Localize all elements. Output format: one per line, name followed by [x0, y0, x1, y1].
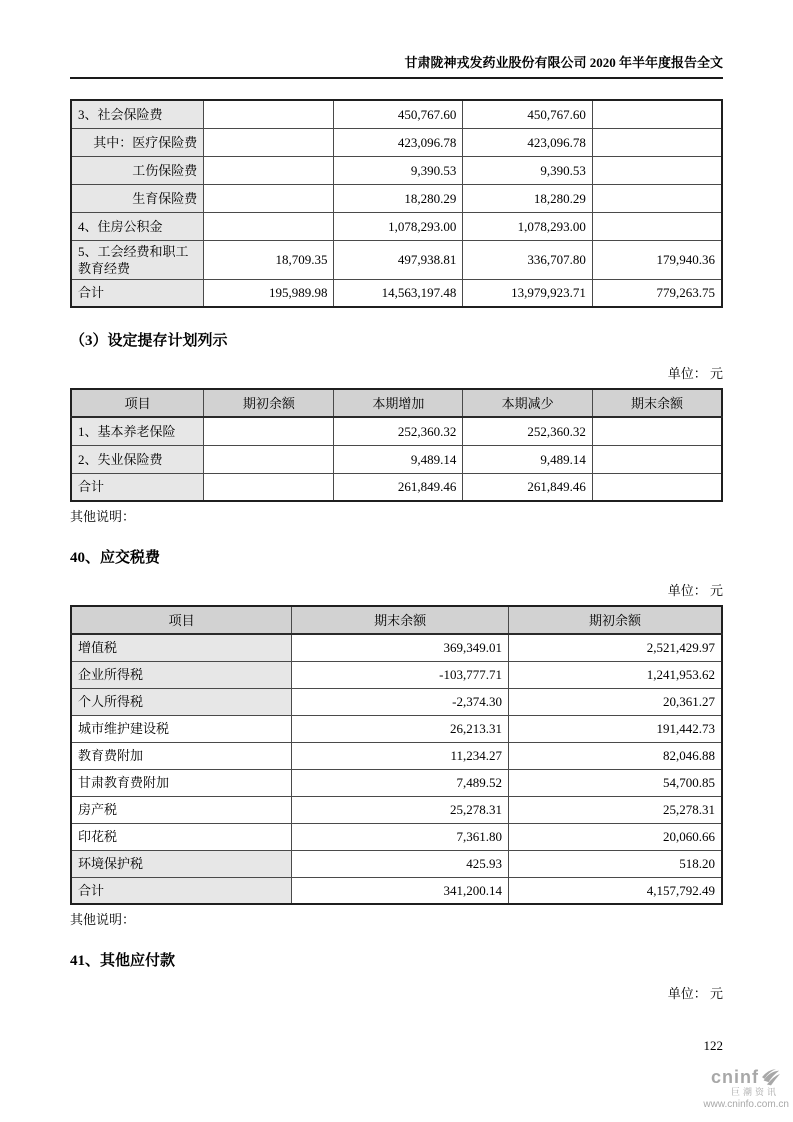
other-notes-label: 其他说明：: [70, 509, 136, 524]
table-row: [71, 279, 722, 307]
cell-value: [204, 184, 334, 212]
table-row: [71, 688, 722, 715]
row-label: 房产税: [71, 796, 292, 823]
cell-value: 4,157,792.49: [508, 877, 722, 904]
column-header: 本期增加: [334, 389, 463, 417]
cell-value: [204, 445, 334, 473]
cninfo-logo: [679, 1068, 789, 1110]
cell-value: [204, 473, 334, 501]
cell-value: [204, 417, 334, 445]
row-label: 个人所得税: [71, 688, 292, 715]
report-header-title: 甘肃陇神戎发药业股份有限公司 2020 年半年度报告全文: [70, 55, 723, 79]
cninfo-brand: cninf: [711, 1067, 759, 1088]
cell-value: 20,060.66: [508, 823, 722, 850]
column-header: 期末余额: [592, 389, 722, 417]
table-row: [71, 445, 722, 473]
cell-value: [592, 184, 722, 212]
row-label: 其中：医疗保险费: [71, 128, 204, 156]
row-label: 企业所得税: [71, 661, 292, 688]
table-row: [71, 742, 722, 769]
row-label: 增值税: [71, 634, 292, 661]
cell-value: [204, 156, 334, 184]
cell-value: 18,709.35: [204, 240, 334, 279]
cell-value: 341,200.14: [292, 877, 509, 904]
column-header: 期初余额: [508, 606, 722, 634]
unit-label: 单位： 元: [667, 583, 723, 598]
cell-value: [204, 212, 334, 240]
cell-value: [204, 128, 334, 156]
cell-value: 450,767.60: [334, 100, 463, 128]
cell-value: 252,360.32: [334, 417, 463, 445]
cell-value: 18,280.29: [334, 184, 463, 212]
section-heading-defined-contribution: （3）设定提存计划列示: [70, 333, 228, 349]
cell-value: [592, 100, 722, 128]
cninfo-swirl-icon: [761, 1069, 781, 1087]
cell-value: 13,979,923.71: [463, 279, 593, 307]
row-label: 环境保护税: [71, 850, 292, 877]
cell-value: 82,046.88: [508, 742, 722, 769]
cell-value: 25,278.31: [292, 796, 509, 823]
cell-value: 9,489.14: [334, 445, 463, 473]
defined-contribution-table: [70, 388, 723, 502]
row-label: 5、工会经费和职工教育经费: [71, 240, 204, 279]
unit-label: 单位： 元: [667, 366, 723, 381]
cell-value: -103,777.71: [292, 661, 509, 688]
cell-value: 191,442.73: [508, 715, 722, 742]
section-heading-taxes-payable: 40、应交税费: [70, 550, 161, 566]
row-label: 合计: [71, 279, 204, 307]
cell-value: [592, 156, 722, 184]
column-header: 本期减少: [463, 389, 593, 417]
row-label: 教育费附加: [71, 742, 292, 769]
cell-value: [592, 417, 722, 445]
column-header: 期初余额: [204, 389, 334, 417]
cell-value: 9,489.14: [463, 445, 593, 473]
cell-value: 18,280.29: [463, 184, 593, 212]
table-row: [71, 715, 722, 742]
cell-value: 518.20: [508, 850, 722, 877]
row-label: 1、基本养老保险: [71, 417, 204, 445]
cell-value: 252,360.32: [463, 417, 593, 445]
cell-value: 9,390.53: [463, 156, 593, 184]
cell-value: 195,989.98: [204, 279, 334, 307]
cell-value: 497,938.81: [334, 240, 463, 279]
social-insurance-table: [70, 99, 723, 308]
cell-value: 1,241,953.62: [508, 661, 722, 688]
cell-value: 7,361.80: [292, 823, 509, 850]
column-header: 项目: [71, 606, 292, 634]
cell-value: 179,940.36: [592, 240, 722, 279]
table-row: [71, 212, 722, 240]
cell-value: -2,374.30: [292, 688, 509, 715]
table-row: [71, 796, 722, 823]
row-label: 生育保险费: [71, 184, 204, 212]
table-row: [71, 240, 722, 279]
table-row: [71, 661, 722, 688]
row-label: 2、失业保险费: [71, 445, 204, 473]
table-row: [71, 417, 722, 445]
cell-value: 261,849.46: [463, 473, 593, 501]
cell-value: 779,263.75: [592, 279, 722, 307]
other-notes-label: 其他说明：: [70, 912, 136, 927]
table-row: [71, 128, 722, 156]
cell-value: 11,234.27: [292, 742, 509, 769]
table-row: [71, 877, 722, 904]
cell-value: 450,767.60: [463, 100, 593, 128]
cell-value: 25,278.31: [508, 796, 722, 823]
row-label: 合计: [71, 473, 204, 501]
table-row: [71, 184, 722, 212]
cell-value: 423,096.78: [334, 128, 463, 156]
table-row: [71, 156, 722, 184]
table-row: [71, 100, 722, 128]
header-row: [71, 606, 722, 634]
cell-value: 20,361.27: [508, 688, 722, 715]
cell-value: [592, 128, 722, 156]
cell-value: 1,078,293.00: [334, 212, 463, 240]
row-label: 印花税: [71, 823, 292, 850]
cell-value: 54,700.85: [508, 769, 722, 796]
cell-value: 14,563,197.48: [334, 279, 463, 307]
unit-label: 单位： 元: [667, 986, 723, 1001]
cell-value: [592, 473, 722, 501]
table-row: [71, 634, 722, 661]
row-label: 甘肃教育费附加: [71, 769, 292, 796]
cell-value: 423,096.78: [463, 128, 593, 156]
table-row: [71, 473, 722, 501]
cell-value: 369,349.01: [292, 634, 509, 661]
cell-value: [592, 445, 722, 473]
section-heading-other-payables: 41、其他应付款: [70, 953, 176, 969]
cninfo-url: www.cninfo.com.cn: [703, 1098, 789, 1110]
table-row: [71, 769, 722, 796]
cell-value: [592, 212, 722, 240]
cell-value: 425.93: [292, 850, 509, 877]
row-label: 城市维护建设税: [71, 715, 292, 742]
table-row: [71, 850, 722, 877]
cell-value: 261,849.46: [334, 473, 463, 501]
cell-value: [204, 100, 334, 128]
taxes-payable-table: [70, 605, 723, 905]
table-row: [71, 823, 722, 850]
column-header: 项目: [71, 389, 204, 417]
cell-value: 2,521,429.97: [508, 634, 722, 661]
row-label: 合计: [71, 877, 292, 904]
row-label: 3、社会保险费: [71, 100, 204, 128]
cell-value: 9,390.53: [334, 156, 463, 184]
cell-value: 1,078,293.00: [463, 212, 593, 240]
row-label: 工伤保险费: [71, 156, 204, 184]
header-row: [71, 389, 722, 417]
page-number: 122: [703, 1038, 723, 1053]
cell-value: 7,489.52: [292, 769, 509, 796]
cell-value: 26,213.31: [292, 715, 509, 742]
column-header: 期末余额: [292, 606, 509, 634]
cell-value: 336,707.80: [463, 240, 593, 279]
row-label: 4、住房公积金: [71, 212, 204, 240]
cninfo-brand-cn: 巨潮资讯: [730, 1087, 779, 1098]
